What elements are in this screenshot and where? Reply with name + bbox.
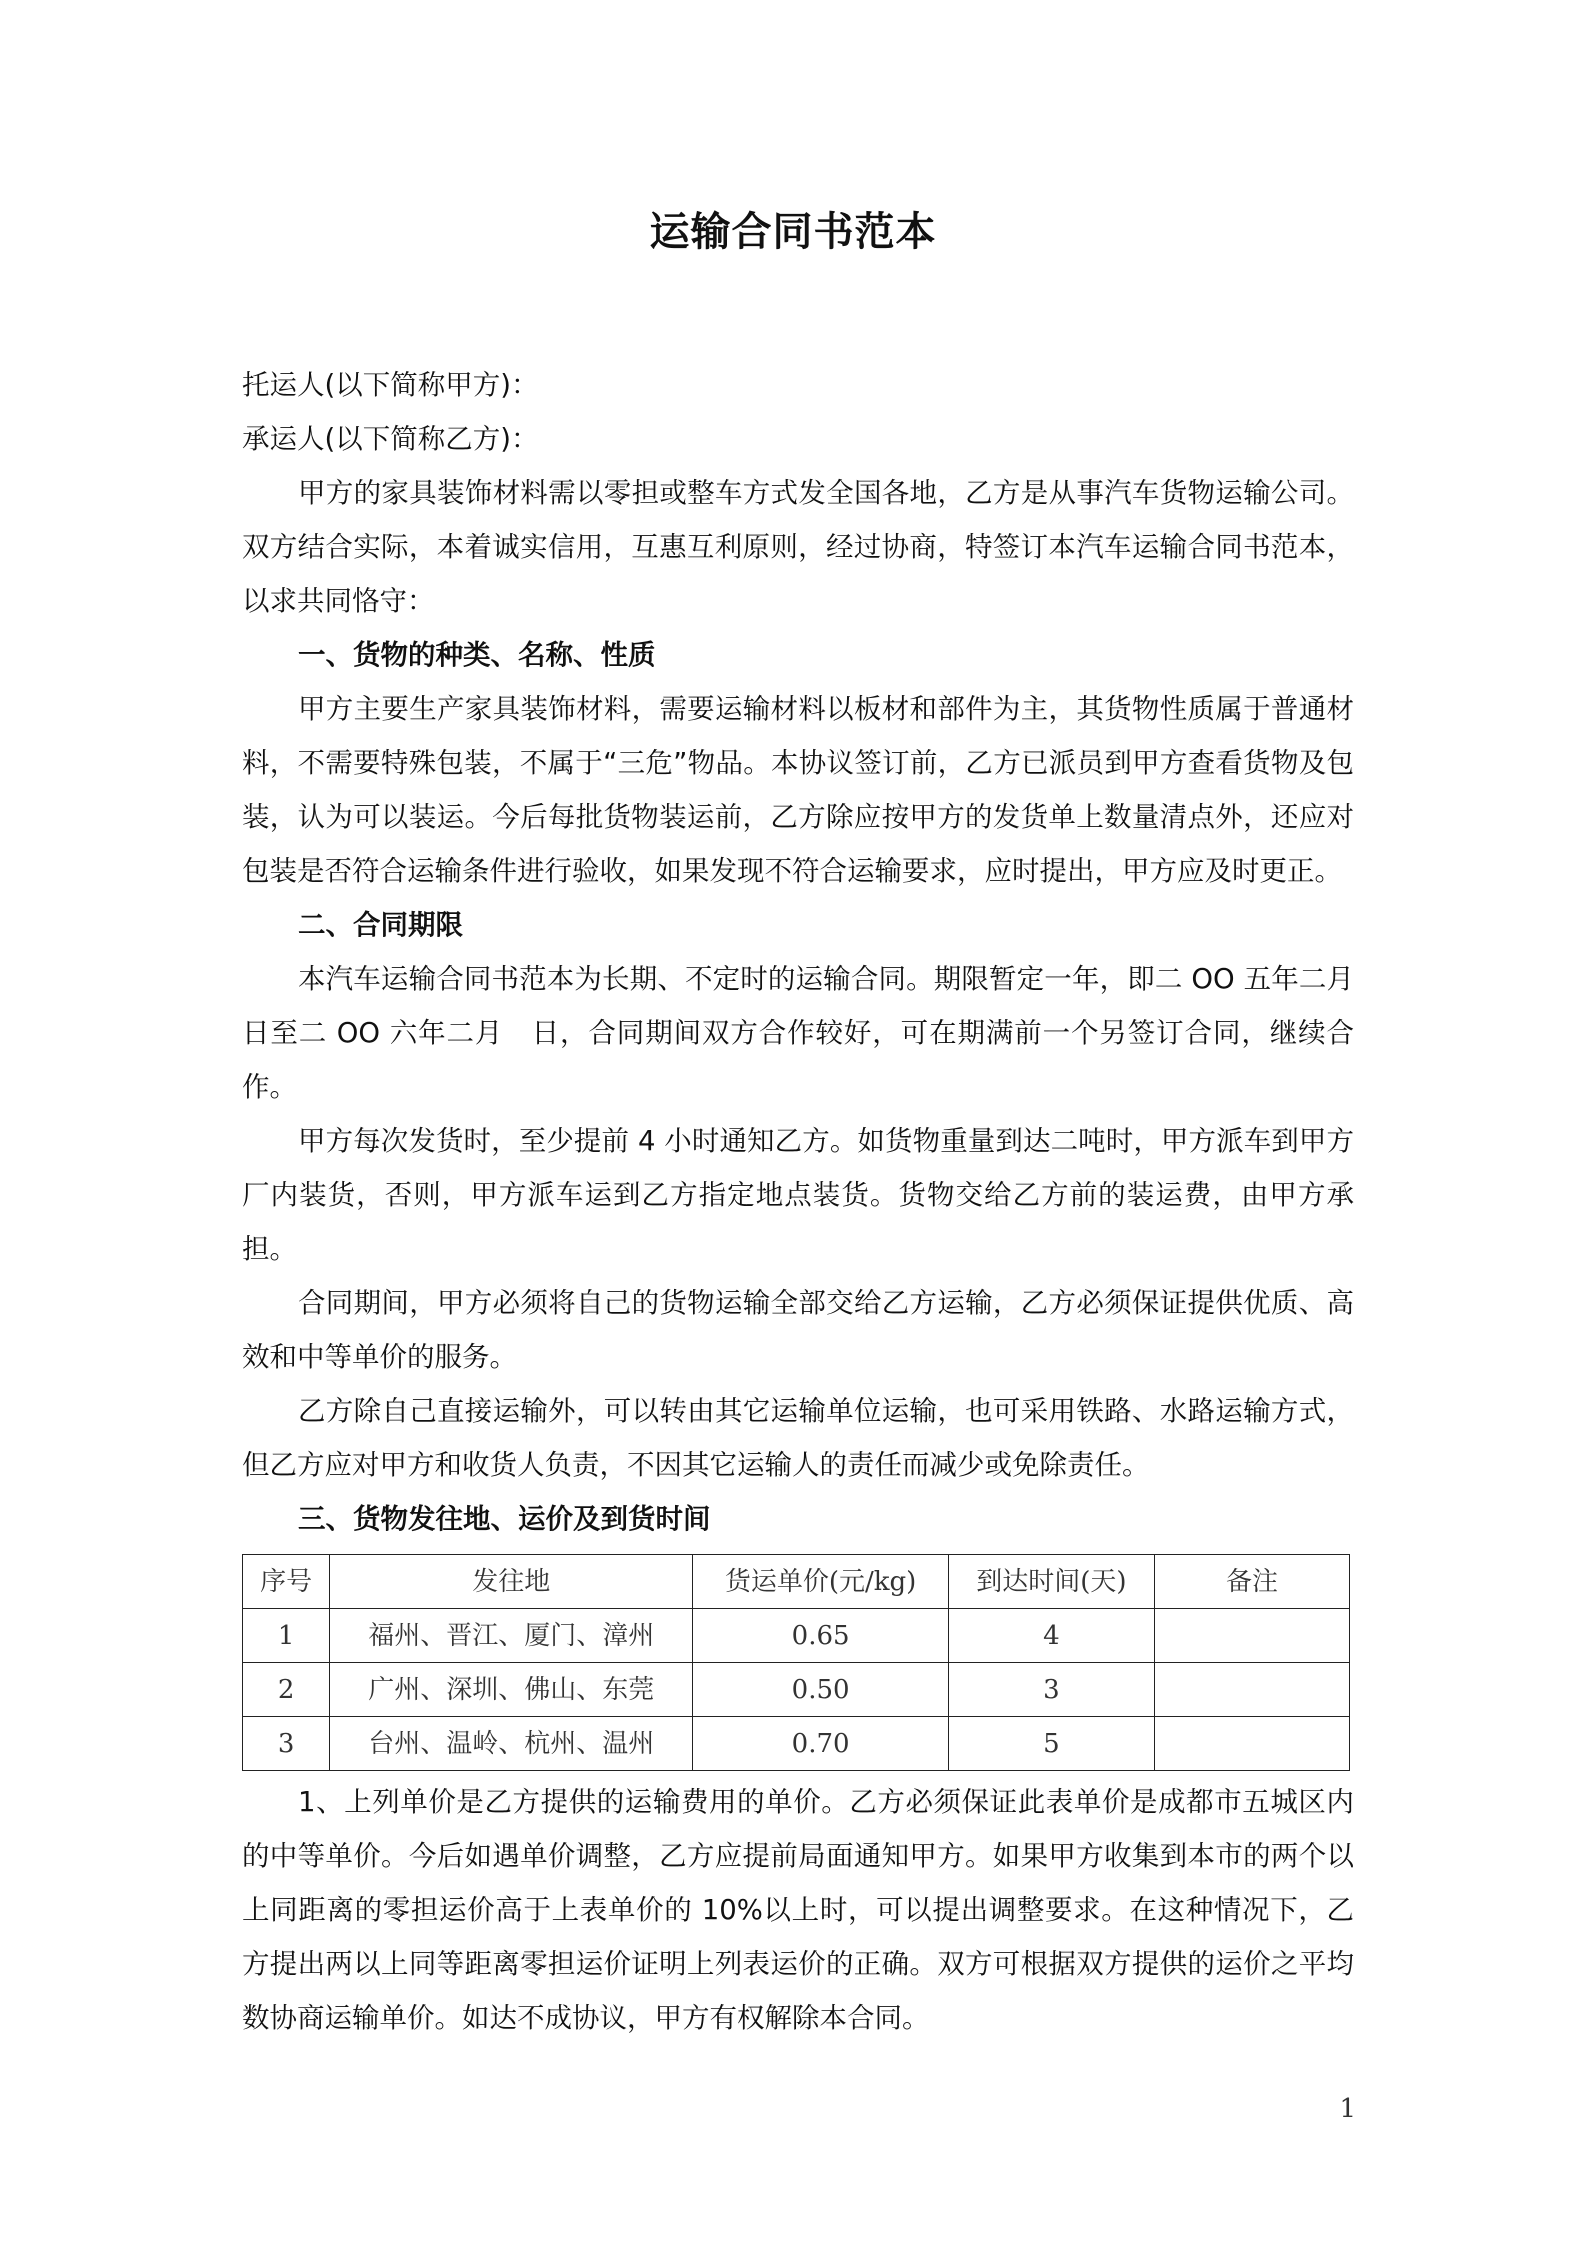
intro-paragraph: 甲方的家具装饰材料需以零担或整车方式发全国各地，乙方是从事汽车货物运输公司。双方结合实际，本着诚实信用，互惠互利原则，经过协商，特签订本汽车运输合同书范本，以求共同恪守： [242, 477, 1354, 617]
table-cell [1155, 1717, 1350, 1771]
table-cell [1155, 1609, 1350, 1663]
section-2-heading: 二、合同期限 [298, 909, 463, 941]
table-cell [1155, 1663, 1350, 1717]
table-cell: 0.50 [693, 1663, 948, 1717]
table-cell: 福州、晋江、厦门、漳州 [330, 1609, 693, 1663]
document-body [242, 358, 1382, 2045]
table-header-cell: 到达时间(天) [948, 1555, 1154, 1609]
table-row [243, 1717, 1350, 1771]
section-2-paragraph-2: 甲方每次发货时，至少提前 4 小时通知乙方。如货物重量到达二吨时，甲方派车到甲方厂内装货，否则，甲方派车运到乙方指定地点装货。货物交给乙方前的装运费，由甲方承担。 [242, 1125, 1354, 1265]
page-number: 1 [1339, 2094, 1356, 2124]
section-2-paragraph-3: 合同期间，甲方必须将自己的货物运输全部交给乙方运输，乙方必须保证提供优质、高效和中等单价的服务。 [242, 1287, 1354, 1373]
table-header-cell: 货运单价(元/kg) [693, 1555, 948, 1609]
section-1-heading: 一、货物的种类、名称、性质 [298, 639, 656, 671]
rates-table [242, 1554, 1350, 1771]
table-cell: 台州、温岭、杭州、温州 [330, 1717, 693, 1771]
table-header-cell: 序号 [243, 1555, 330, 1609]
carrier-line: 承运人(以下简称乙方)： [242, 423, 539, 455]
table-cell: 0.70 [693, 1717, 948, 1771]
table-cell: 3 [243, 1717, 330, 1771]
section-2-paragraph-1: 本汽车运输合同书范本为长期、不定时的运输合同。期限暂定一年，即二 OO 五年二月 日至二 OO 六年二月 日，合同期间双方合作较好，可在期满前一个另签订合同，继续合作。 [242, 963, 1382, 1103]
table-note-paragraph: 1、上列单价是乙方提供的运输费用的单价。乙方必须保证此表单价是成都市五城区内的中等单价。今后如遇单价调整，乙方应提前局面通知甲方。如果甲方收集到本市的两个以上同距离的零担运价高于上表单价的 10%以上时，可以提出调整要求。在这种情况下，乙方提出两以上同等距离零担运价证明上列表运价的正确。双方可根据双方提供的运价之平均数协商运输单价。如达不成协议，甲方有权解除本合同。 [242, 1786, 1354, 2034]
table-header-cell: 发往地 [330, 1555, 693, 1609]
shipper-line: 托运人(以下简称甲方)： [242, 369, 539, 401]
table-header-cell: 备注 [1155, 1555, 1350, 1609]
section-2-paragraph-4: 乙方除自己直接运输外，可以转由其它运输单位运输，也可采用铁路、水路运输方式，但乙方应对甲方和收货人负责，不因其它运输人的责任而减少或免除责任。 [242, 1395, 1354, 1481]
table-cell: 1 [243, 1609, 330, 1663]
table-cell: 广州、深圳、佛山、东莞 [330, 1663, 693, 1717]
table-cell: 2 [243, 1663, 330, 1717]
table-row [243, 1663, 1350, 1717]
table-cell: 5 [948, 1717, 1154, 1771]
table-cell: 4 [948, 1609, 1154, 1663]
table-cell: 0.65 [693, 1609, 948, 1663]
section-3-heading: 三、货物发往地、运价及到货时间 [298, 1503, 711, 1535]
table-header-row [243, 1555, 1350, 1609]
table-cell: 3 [948, 1663, 1154, 1717]
table-row [243, 1609, 1350, 1663]
document-title: 运输合同书范本 [649, 209, 937, 255]
section-1-paragraph: 甲方主要生产家具装饰材料，需要运输材料以板材和部件为主，其货物性质属于普通材料，不需要特殊包装，不属于“三危”物品。本协议签订前，乙方已派员到甲方查看货物及包装，认为可以装运。今后每批货物装运前，乙方除应按甲方的发货单上数量清点外，还应对包装是否符合运输条件进行验收，如果发现不符合运输要求，应时提出，甲方应及时更正。 [242, 693, 1354, 887]
